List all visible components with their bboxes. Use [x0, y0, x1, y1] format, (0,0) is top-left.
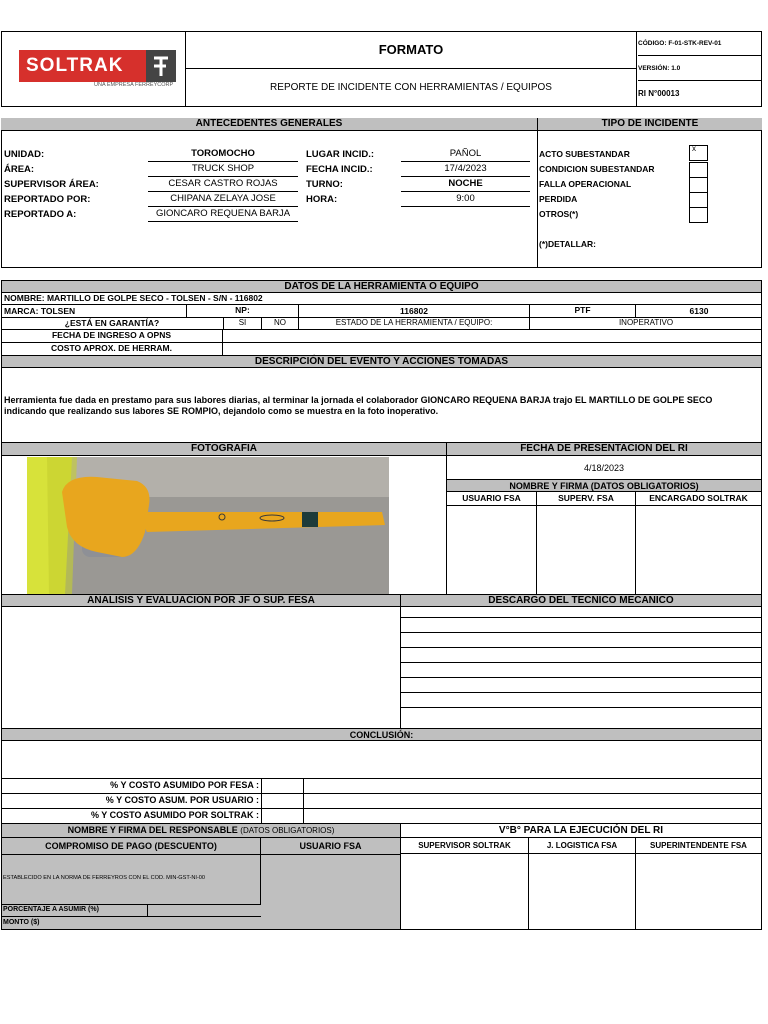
descargo-line-4	[401, 662, 762, 663]
ptf-label: PTF	[529, 305, 636, 318]
tipo-option-2: FALLA OPERACIONAL	[539, 179, 632, 189]
reportado-por-value: CHIPANA ZELAYA JOSE	[148, 193, 298, 207]
np-value: 116802	[400, 306, 428, 316]
vb-cell-logistica[interactable]	[529, 854, 636, 930]
version: VERSIÓN: 1.0	[638, 56, 762, 81]
analisis-title: ANALISIS Y EVALUACION POR JF O SUP. FESA	[1, 595, 401, 607]
checkbox-acto-subestandar[interactable]	[689, 145, 708, 161]
monto-row	[1, 917, 261, 930]
descargo-title: DESCARGO DEL TECNICO MECANICO	[401, 595, 762, 607]
logo-subtitle: UNA EMPRESA FERREYCORP	[94, 82, 174, 88]
np-label: NP:	[186, 305, 299, 318]
presentacion-title: FECHA DE PRESENTACION DEL RI	[447, 443, 762, 456]
estado-label: ESTADO DE LA HERRAMIENTA / EQUIPO:	[335, 318, 493, 327]
fecha-label: FECHA INCID.:	[306, 164, 373, 175]
descripcion-title: DESCRIPCIÓN DEL EVENTO Y ACCIONES TOMADAS	[1, 356, 762, 368]
logo	[19, 50, 176, 82]
vb-title: V°B° PARA LA EJECUCIÓN DEL RI	[401, 824, 762, 838]
detallar-label: (*)DETALLAR:	[539, 239, 596, 249]
descargo-line-2	[401, 632, 762, 633]
unidad-value: TOROMOCHO	[148, 148, 298, 162]
analisis-box[interactable]	[1, 607, 401, 728]
vb-cell-supervisor[interactable]	[401, 854, 529, 930]
tipo-divider	[537, 131, 538, 268]
costo-fesa-label: % Y COSTO ASUMIDO POR FESA :	[110, 780, 259, 790]
costo-label: COSTO APROX. DE HERRAM.	[1, 343, 223, 356]
porcentaje-label: PORCENTAJE A ASUMIR (%)	[3, 906, 99, 913]
turno-value: NOCHE	[401, 178, 530, 192]
descargo-line-6	[401, 692, 762, 693]
checkbox-mark: x	[692, 144, 696, 153]
fotografia-title: FOTOGRAFIA	[1, 443, 447, 456]
logo-text: SOLTRAK	[26, 55, 124, 76]
responsable-title: NOMBRE Y FIRMA DEL RESPONSABLE	[67, 825, 238, 835]
descargo-line-5	[401, 677, 762, 678]
costo-usuario-pct[interactable]	[261, 794, 304, 809]
ri-number: RI N°00013	[638, 89, 680, 98]
firma-title: NOMBRE Y FIRMA (DATOS OBLIGATORIOS)	[447, 480, 762, 492]
costo-usuario-label: % Y COSTO ASUM. POR USUARIO :	[105, 795, 259, 805]
checkbox-falla-operacional[interactable]	[689, 177, 708, 193]
conclusion-box[interactable]	[1, 741, 762, 779]
firma-col-superv: SUPERV. FSA	[537, 492, 636, 506]
costo-soltrak-label: % Y COSTO ASUMIDO POR SOLTRAK :	[90, 810, 259, 820]
reportado-a-label: REPORTADO A:	[4, 209, 77, 220]
antecedentes-box	[1, 118, 762, 268]
tipo-option-1: CONDICION SUBESTANDAR	[539, 164, 655, 174]
garantia-no[interactable]: NO	[261, 318, 299, 330]
compromiso-label: COMPROMISO DE PAGO (DESCUENTO)	[1, 838, 261, 855]
hora-label: HORA:	[306, 194, 338, 205]
reportado-por-label: REPORTADO POR:	[4, 194, 91, 205]
turno-label: TURNO:	[306, 179, 343, 190]
lugar-label: LUGAR INCID.:	[306, 149, 375, 160]
conclusion-title: CONCLUSIÓN:	[1, 728, 762, 741]
herramienta-title: DATOS DE LA HERRAMIENTA O EQUIPO	[1, 280, 762, 293]
firma-cell-usuario[interactable]	[447, 506, 537, 595]
checkbox-perdida[interactable]	[689, 192, 708, 208]
format-title: FORMATO	[186, 31, 636, 69]
ptf-value: 6130	[689, 306, 709, 316]
garantia-si[interactable]: SI	[223, 318, 261, 330]
checkbox-condicion-subestandar[interactable]	[689, 162, 708, 178]
firma-cell-encargado[interactable]	[636, 506, 762, 595]
firma-cell-superv[interactable]	[537, 506, 636, 595]
tipo-option-3: PERDIDA	[539, 194, 578, 204]
codigo: CÓDIGO: F-01-STK-REV-01	[638, 31, 762, 56]
tipo-option-4: OTROS(*)	[539, 209, 579, 219]
presentacion-fecha: 4/18/2023	[447, 456, 762, 480]
usuario-fsa-label: USUARIO FSA	[261, 838, 401, 855]
norma-text: ESTABLECIDO EN LA NORMA DE FERREYROS CON EL CÓD. MIN-GST-NI-00	[3, 875, 206, 881]
estado-value: INOPERATIVO	[529, 318, 762, 330]
descargo-line-7	[401, 707, 762, 708]
tool-photo	[27, 457, 389, 594]
fecha-ingreso-label: FECHA DE INGRESO A OPNS	[1, 330, 223, 343]
vb-cell-superintendente[interactable]	[636, 854, 762, 930]
supervisor-value: CESAR CASTRO ROJAS	[148, 178, 298, 192]
garantia-label: ¿ESTÁ EN GARANTÍA?	[64, 318, 160, 328]
descargo-line-1	[401, 617, 762, 618]
firma-col-encargado: ENCARGADO SOLTRAK	[636, 492, 762, 506]
vb-col-superintendente: SUPERINTENDENTE FSA	[636, 838, 762, 854]
descripcion-text: Herramienta fue dada en prestamo para sus labores diarias, al terminar la jornada el colaborador GIONCARO REQUENA BARJA trajo EL MARTILLO DE GOLPE SECO indicando que realizando sus labores SE ROMPIO, dejandolo como se muestra en la foto inoperativo.	[4, 395, 713, 416]
descargo-line-3	[401, 647, 762, 648]
area-value: TRUCK SHOP	[148, 163, 298, 177]
firma-col-usuario: USUARIO FSA	[447, 492, 537, 506]
fecha-value: 17/4/2023	[401, 163, 530, 177]
herramienta-nombre: NOMBRE: MARTILLO DE GOLPE SECO - TOLSEN - S/N - 116802	[1, 293, 762, 305]
supervisor-label: SUPERVISOR ÁREA:	[4, 179, 99, 190]
marca-label: MARCA: TOLSEN	[4, 306, 76, 316]
descargo-box[interactable]	[401, 607, 762, 728]
hora-value: 9:00	[401, 193, 530, 207]
logo-symbol-icon	[146, 50, 176, 82]
tipo-option-0: ACTO SUBESTANDAR	[539, 149, 630, 159]
costo-soltrak-pct[interactable]	[261, 809, 304, 824]
report-title: REPORTE DE INCIDENTE CON HERRAMIENTAS / EQUIPOS	[270, 82, 552, 93]
monto-label: MONTO ($)	[3, 919, 40, 926]
vb-col-supervisor: SUPERVISOR SOLTRAK	[401, 838, 529, 854]
responsable-title-sub: (DATOS OBLIGATORIOS)	[240, 826, 335, 835]
reportado-a-value: GIONCARO REQUENA BARJA	[148, 208, 298, 222]
antecedentes-title: ANTECEDENTES GENERALES	[1, 118, 537, 131]
unidad-label: UNIDAD:	[4, 149, 45, 160]
usuario-fsa-sign[interactable]	[261, 855, 401, 930]
area-label: ÁREA:	[4, 164, 35, 175]
costo-fesa-pct[interactable]	[261, 779, 304, 794]
lugar-value: PAÑOL	[401, 148, 530, 162]
responsable-title-wrap	[1, 825, 401, 835]
vb-col-logistica: J. LOGISTICA FSA	[529, 838, 636, 854]
checkbox-otros[interactable]	[689, 207, 708, 223]
tipo-incidente-title: TIPO DE INCIDENTE	[537, 118, 762, 131]
